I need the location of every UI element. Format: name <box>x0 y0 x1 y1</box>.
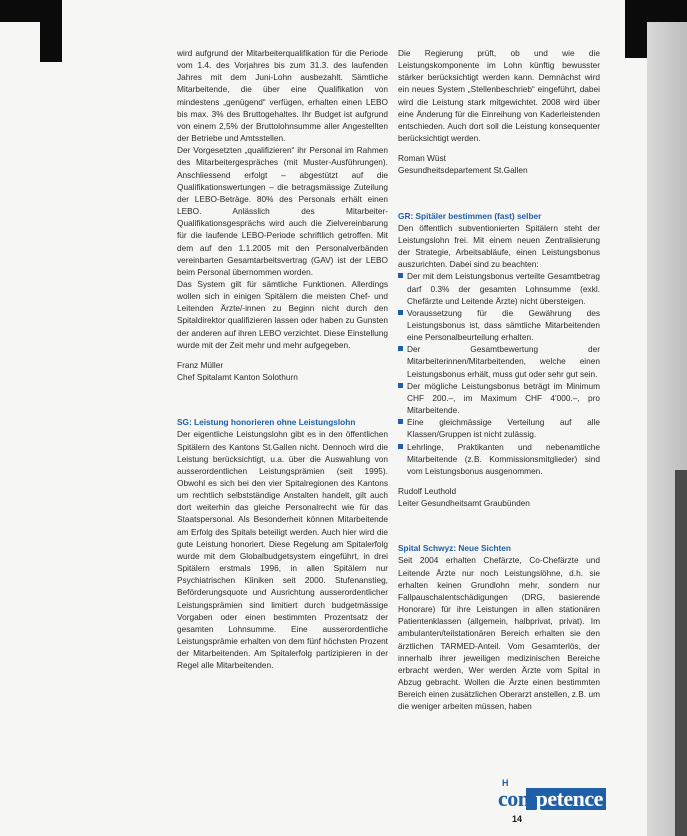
signature-name: Roman Wüst <box>398 153 446 164</box>
paragraph: Seit 2004 erhalten Chefärzte, Co-Chefärzte und Leitende Ärzte nur noch Leistungslöhne, d.h. sie erhalten keinen Grundlohn mehr, sondern nur Fallpauschalentschädigungen (DRG, basierende Honorare) für ihre Leistungen in allen stationären Patientenklassen (allgemein, halbprivat, privat). Im ambulanten/teilstationären Bereich erhalten sie den ärztlichen TARMED-Anteil. Vom Gesamterlös, der innerhalb ihrer jeweiligen medizinischen Bereiche erbracht werden, Wer werden Ärzte vom Spital in Abzug gebracht. Wollen die Ärzte einen bestimmten Bereich einen zusätzlichen Oberarzt anstellen, z.B. um die weniger arbeiten müssen, haben <box>398 555 600 712</box>
crop-mark-top-left-vertical <box>40 0 62 62</box>
paragraph: Der eigentliche Leistungslohn gibt es in den öffentlichen Spitälern des Kantons St.Gallen nicht. Dennoch wird die Leistung berücksichtigt, u.a. über die Auswahlung von ausserordentlichen Leistungsprämien (seit 1995). Obwohl es sich bei den vier Spitalregionen des Kantons um rechtlich selbstständige Anstalten handelt, gilt auch dort weiterhin das gleiche Personalrecht wie für das Staatspersonal. Als Besonderheit können Mitarbeitende am Erfolg des Spitals beteiligt werden. Auch hier wird die gute Leistung honoriert. Diese Regelung am Spitalerfolg wurde mit dem Globalbudgetsystem eingeführt, in drei Spitälern erstmals 1996, in allen Spitälern nur Psychiatrischen Kliniken seit 2000. Stufenanstieg, Beförderungsquote und Ausrichtung ausserordentlicher Leistungsprämien sind limitiert durch budgetmässige Vorgaben oder einen bestimmten Prozentsatz der gesamten Lohnsumme. Eine ausserordentliche Leistungsprämie erhalten von dem fünf höchsten Prozent der Mitarbeitenden. Am Spitalerfolg partizipieren in der Regel alle Mitarbeitenden. <box>177 429 388 671</box>
list-item: Der mit dem Leistungsbonus verteilte Gesamtbetrag darf 0.3% der gesamten Lohnsumme (exkl. Chefärzte und Leitende Ärzte) nicht übersteigen. <box>398 270 600 306</box>
signature-role: Leiter Gesundheitsamt Graubünden <box>398 498 530 509</box>
bullet-list <box>398 270 600 477</box>
logo-word-a: com <box>498 786 536 811</box>
paragraph: Die Regierung prüft, ob und wie die Leistungskomponente im Lohn künftig bewusster stärker berücksichtigt werden kann. Demnächst wird ein neues System „Stellenbeschrieb“ eingeführt, dabei wird die Leistung stark mitgewichtet. 2008 wird über eine Änderung für die Einreihung von Kaderleistenden entschieden. Auch dort soll die Leistung konsequenter berücksichtigt werden. <box>398 48 600 144</box>
crop-mark-top-right-vertical <box>625 0 647 58</box>
paragraph: Den öffentlich subventionierten Spitälern steht der Leistungslohn frei. Mit einem neuen Zentralisierung der Strategie, Arbeitsabläufe, einen Leistungsbonus auszurichten. Dabei sind zu beachten: <box>398 222 600 270</box>
signature-name: Franz Müller <box>177 359 224 370</box>
page-number: 14 <box>512 814 523 824</box>
logo-h-mark: H <box>502 778 509 788</box>
list-item: Der mögliche Leistungsbonus beträgt im Minimum CHF 200.–, im Maximum CHF 4'000.–, pro Mitarbeitende. <box>398 380 600 416</box>
paragraph: wird aufgrund der Mitarbeiterqualifikation für die Periode vom 1.4. des Vorjahres bis zum 31.3. des laufenden Jahres mit dem Juni-Lohn ausbezahlt. Sämtliche Mitarbeitende, die über eine Qualifikation von mindestens „genügend“ verfügen, erhalten einen LEBO bis max. 3% des Bruttogehaltes. Ihr Budget ist aufgrund von einem 2,5% der Bruttolohnsumme aller Angestellten der Betriebe und Amtsstellen. <box>177 48 388 144</box>
logo-wordmark <box>498 786 603 812</box>
list-item: Voraussetzung für die Gewährung des Leistungsbonus ist, dass sämtliche Mitarbeitenden eine Personalbeurteilung erhalten. <box>398 307 600 343</box>
logo-word-b: petence <box>535 786 603 811</box>
list-item: Der Gesamtbewertung der Mitarbeiterinnen/Mitarbeitenden, welche einen Leistungsbonus erhält, muss gut oder sehr gut sein. <box>398 343 600 379</box>
section-heading-sz: Spital Schwyz: Neue Sichten <box>398 543 511 554</box>
section-heading-sg: SG: Leistung honorieren ohne Leistungslohn <box>177 417 356 428</box>
signature-name: Rudolf Leuthold <box>398 486 457 496</box>
page-edge-dark <box>675 470 687 836</box>
signature-role: Gesundheitsdepartement St.Gallen <box>398 165 528 176</box>
signature-role: Chef Spitalamt Kanton Solothurn <box>177 372 298 383</box>
paragraph: Der Vorgesetzten „qualifizieren“ ihr Personal im Rahmen des Mitarbeitergespräches (mit Muster-Ausführungen). Anschliessend erfolgt – abgestützt auf die Qualifikationswertungen – die betragsmässige Zuteilung der LEBO-Beträge. 80% des Personals erhält einen LEBO. Anlässlich des Mitarbeiter-Qualifikationsgesprächs wird auch die Zielvereinbarung für die laufende LEBO-Periode schriftlich getroffen. Mit dem auf den 1.1.2005 mit den Personalverbänden vereinbarten Gesamtarbeitsvertrag (GAV) ist der LEBO beim Personal übernommen worden. <box>177 145 388 277</box>
paragraph: Das System gilt für sämtliche Funktionen. Allerdings wollen sich in einigen Spitälern die meisten Chef- und Leitenden Ärzte/-innen zu Beginn nicht durch den Spitaldirektor qualifizieren lassen oder haben zu Gunsten der anderen auf ihren LEBO verzichtet. Diese Einstellung wurde mit der Zeit mehr und mehr aufgegeben. <box>177 278 388 350</box>
list-item: Eine gleichmässige Verteilung auf alle Klassen/Gruppen ist nicht zulässig. <box>398 416 600 440</box>
right-column <box>398 47 600 713</box>
section-heading-gr: GR: Spitäler bestimmen (fast) selber <box>398 210 542 221</box>
list-item: Lehrlinge, Praktikanten und nebenamtliche Mitarbeitende (z.B. Kommissionsmitglieder) sind vom Leistungsbonus ausgenommen. <box>398 441 600 477</box>
left-column <box>177 47 388 672</box>
